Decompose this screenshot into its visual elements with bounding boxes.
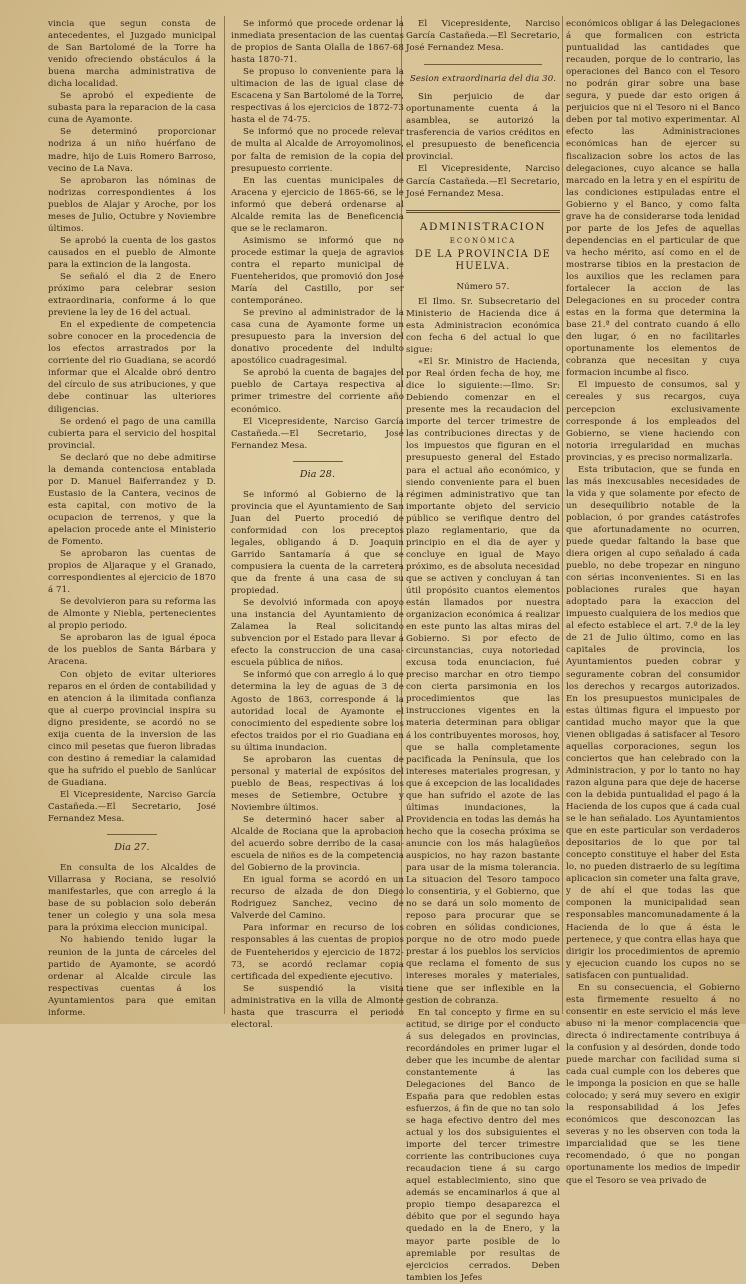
section-date-heading: Dia 28. [231, 461, 404, 481]
paragraph: En consulta de los Alcaldes de Villarrasa y Rociana, se resolvió manifestarles, que con arreglo á la base de su poblacion solo deberán tener un colegio y una sola mesa para la próxima eleccion municipal. [48, 863, 216, 934]
paragraph: Se declaró que no debe admitirse la demanda contenciosa entablada por D. Manuel Baiferrandez y D. Eustasio de la Cantera, vecinos de esta capital, con motivo de la ocupacion de terrenos, y que la apelacion procede ante el Ministerio de Fomento. [48, 452, 216, 548]
paragraph: Se ordenó el pago de una camilla cubierta para el servicio del hospital provincial. [48, 416, 216, 451]
paragraph: Sin perjuicio de dar oportunamente cuenta á la asamblea, se autorizó la trasferencia de varios créditos en el presupuesto de beneficencia provincial. [406, 92, 560, 163]
section-subtitle: ECONÓMICA [449, 236, 517, 245]
paragraph: Se aprobaron las de igual época de los pueblos de Santa Bárbara y Aracena. [48, 633, 216, 668]
paragraph: Con objeto de evitar ulteriores reparos en el órden de contabilidad y en atencion á la ilimitada confianza que al cuerpo provincial inspira su digno presidente, se acordó no se exija cuenta de la inversion de las cinco mil pesetas que fueron libradas con destino á remediar la calamidad que ha sufrido el pueblo de Sanlúcar de Guadiana. [48, 669, 216, 788]
paragraph: Esta tributacion, que se funda en las más inexcusables necesidades de la vida y que solamente por efecto de un desequilibrio notable de la poblacion, ó por grandes catástrofes que afortunadamente no ocurren, puede quedar faltando la base que diera origen al cupo señalado á cada pueblo, no debe tropezar en ninguno con sérias inconvenientes. Si en las poblaciones rurales que hayan adoptado para la exaccion del impuesto cualquiera de los medios que al efecto establece el art. 7.º de la ley de 21 de Julio último, como en las capitales de provincia, los Ayuntamientos pueden cobrar y seguramente cobran del consumidor los derechos y recargos autorizados. En los presupuestos municipales de estas últimas figura el impuesto por cantidad mucho mayor que la que vienen obligadas á satisfacer al Tesoro aquellas corporaciones, segun los conciertos que han celebrado con la Administracion, y por lo tanto no hay razon alguna para que deje de hacerse con la debida puntualidad el pago á la Hacienda de los cupos que á cada cual se le han señalado. Los Ayuntamientos que en este particular son verdaderos depositarios de lo que por tal concepto constituye el haber del Esta lo, no pueden distraerlo de su legítima aplicacion sin cometer una falta grave, y de ahí el que todas las que componen la municipalidad sean responsables mancomunadamente á la Hacienda de lo que á ésta le pertenece, y que contra ellas haya que dirigir los procedimientos de apremio y ejecucion cuando los cupos no se satisfacen con puntualidad. [566, 464, 740, 981]
paragraph: El Ilmo. Sr. Subsecretario del Ministerio de Hacienda dice á esta Administracion económica con fecha 6 del actual lo que sigue: [406, 296, 560, 356]
paragraph: Se previno al administrador de la casa cuna de Ayamonte forme un presupuesto para la inversion del donativo procedente del indulto apostólico cuadragesimal. [231, 308, 404, 367]
section-title: ADMINISTRACION [419, 220, 547, 233]
paragraph: Se determinó proporcionar nodriza á un niño huérfano de madre, hijo de Luis Romero Barroso, vecino de La Nava. [48, 127, 216, 174]
divider [424, 64, 542, 65]
section-date-heading: Dia 27. [48, 834, 216, 854]
paragraph: Se informó al Gobierno de la provincia que el Ayuntamiento de San Juan del Puerto procedió de conformidad con los preceptos legales, obligando á D. Joaquin Garrido Santamaría á que se compusiera la cuenta de la carretera que da frente á una casa de su propiedad. [231, 489, 404, 597]
paragraph: Asimismo se informó que no procede estimar la queja de agravios contra el reparto municipal de Fuenteheridos, que promovió don José María del Castillo, por ser contemporáneo. [231, 235, 404, 307]
paragraph: Se determinó hacer saber al Alcalde de Rociana que la aprobacion del acuerdo sobre derribo de la casa-escuela de niños es de la competencia del Gobierno de la provincia. [231, 815, 404, 874]
signature: El Vicepresidente, Narciso García Castañeda.—El Secretario, José Fernandez Mesa. [231, 416, 404, 451]
column-divider [224, 16, 225, 1014]
paragraph: En las cuentas municipales de Aracena y ejercicio de 1865-66, se le informó que deberá ordenarse al Alcalde remita las de Beneficencia que se le reclamaron. [231, 175, 404, 234]
paragraph: vincia que segun consta de antecedentes, el Juzgado municipal de San Bartolomé de la Torre ha venido ofreciendo obstáculos á la buena marcha administrativa de dicha localidad. [48, 19, 216, 90]
paragraph: Se aprobaron las nóminas de nodrizas correspondientes á los pueblos de Alajar y Aroche, por los meses de Julio, Octubre y Noviembre últimos. [48, 175, 216, 234]
paragraph: Se señaló el dia 2 de Enero próximo para celebrar sesion extraordinaria, conforme á lo que previene la ley de 16 del actual. [48, 271, 216, 319]
paragraph: Para informar en recurso de los responsables á las cuentas de propios de Fuenteheridos y ejercicio de 1872-73, se acordó reclamar copia certificada del expediente ejecutivo. [231, 923, 404, 982]
column-1 [48, 18, 216, 1018]
column-divider [562, 16, 563, 1014]
paragraph: Se devolvieron para su reforma las de Almonte y Niebla, pertenecientes al propio periodo. [48, 597, 216, 632]
paragraph: Se devolvió informada con apoyo una instancia del Ayuntamiento de Zalamea la Real solicitando subvencion por el Estado para llevar á efecto la construccion de una casa-escuela pública de niños. [231, 598, 404, 669]
paragraph: Se aprobaron las cuentas de propios de Aljaraque y el Granado, correspondientes al ejercicio de 1870 á 71. [48, 549, 216, 596]
paragraph: Se informó que no procede relevar de multa al Alcalde de Arroyomolinos, por falta de remision de la copia del presupuesto corriente. [231, 127, 404, 174]
paragraph: No habiendo tenido lugar la reunion de la junta de cárceles del partido de Ayamonte, se acordó ordenar al Alcalde circule las respectivas cuentas á los Ayuntamientos para que emitan informe. [48, 935, 216, 1018]
signature: El Vicepresidente, Narciso García Castañeda.—El Secretario, José Fernandez Mesa. [406, 164, 560, 199]
paragraph: Se aprobó el expediente de subasta para la reparacion de la casa cuna de Ayamonte. [48, 91, 216, 126]
column-2 [231, 18, 404, 1030]
paragraph: Se informó que con arreglo á lo que determina la ley de aguas de 3 de Agosto de 1863, corresponde á la autoridad local de Ayamonte el conocimiento del espediente sobre los efectos traidos por el rio Guadiana en su última inundacion. [231, 670, 404, 753]
document-number: Número 57. [456, 281, 510, 292]
paragraph: Se suspendió la visita administrativa en la villa de Almonte hasta que trascurra el periodo electoral. [231, 983, 404, 1030]
column-4 [566, 18, 740, 1186]
paragraph: El impuesto de consumos, sal y cereales y sus recargos, cuya percepcion exclusivamente corresponde á los empleados del Gobierno, se viene haciendo con notoria irregularidad en muchas provincias, y es preciso normalizarla. [566, 380, 740, 463]
paragraph: En su consecuencia, el Gobierno esta firmemente resuelto á no consentir en este servicio el más leve abuso ni la menor complacencia que directa ó indirectamente contribuya á la confusion y al desórden, donde todo puede marchar con facilidad suma si cada cual cumple con los deberes que le imponga la posicion en que se halle colocado; y será muy severo en exigir la responsabilidad á los Jefes económicos que desconozcan las severas y no les observen con toda la imparcialidad que se les tiene recomendado, ó que no pongan oportunamente los medios de impedir que el Tesoro se vea privado de [566, 982, 740, 1186]
section-divider [406, 210, 560, 213]
column-3 [406, 18, 560, 1283]
paragraph: económicos obligar á las Delegaciones á que formalicen con estricta puntualidad las cantidades que recauden, porque de lo contrario, las operaciones del Banco con el Tesoro no podrán girar sobre una base segura, y puede dar esto origen á perjuicios que ni el Tesoro ni el Banco deben por tal motivo experimentar. Al efecto las Administraciones económicas han de ejercer su fiscalizacion sobre los actos de las delegaciones, cuyo alcance se halla marcado en la letra y en el espíritu de las condiciones estipuladas entre el Gobierno y el Banco, y como falta grave ha de considerarse toda lenidad por parte de los Jefes de aquellas dependencias en el particular de que va hecho mérito, así como en el de mostrarse tibios en la prestacion de los auxilios que les reclamen para fortalecer la accion de las Delegaciones en su proceder contra estas en la forma que determina la base 21.ª del contrato cuando á ello den lugar, ó en no facilitarles oportunamente los elementos de cobranza que necesitan y cuya formacion incumbe al fisco. [566, 19, 740, 379]
signature: El Vicepresidente, Narciso García Castañeda.—El Secretario, José Fernandez Mesa. [48, 790, 216, 825]
paragraph: En el expediente de competencia sobre conocer en la procedencia de los efectos arrastrados por la corriente del rio Guadiana, se acordó informar que el Alcalde obró dentro del círculo de sus atribuciones, y que debe continuar las ulteriores diligencias. [48, 320, 216, 415]
paragraph: Se aprobó la cuenta de los gastos causados en el pueblo de Almonte para la extincion de la langosta. [48, 235, 216, 270]
paragraph: En tal concepto y firme en su actitud, se dirige por el conducto á sus delegados en provincias, recordándoles en primer lugar el deber que les incumbe de alentar constantemente á las Delegaciones del Banco de España para que redoblen estas esfuerzos, á fin de que no tan solo se haga efectivo dentro del mes actual y los dos subsiguientes el importe del tercer trimestre corriente las contribuciones cuya recaudacion tiene á su cargo aquel establecimiento, sino que además se encaminarlos á que al propio tiempo desaparezca el débito que por el segundo haya quedado en la de Enero, y la mayor parte posible de lo apremiable por resultas de ejercicios cerrados. Deben tambien los Jefes [406, 1007, 560, 1283]
paragraph: «El Sr. Ministro de Hacienda, por Real órden fecha de hoy, me dice lo siguiente:—Ilmo. Sr: Debiendo comenzar en el presente mes la recaudacion del importe del tercer trimestre de las contribuciones directas y de los impuestos que figuran en el presupuesto general del Estado para el actual año económico, y siendo conveniente para el buen régimen administrativo que tan importante objeto del servicio público se verifique dentro del plazo reglamentario, que da principio en el dia de ayer y concluye en igual de Mayo próximo, es de absoluta necesidad que se activen y concluyan á tan útil propósito cuantos elementos están llamados por nuestra organizacion económica á realizar en este punto las altas miras del Gobierno. Si por efecto de circunstancias, cuya notoriedad excusa toda enunciacion, fué preciso marchar en otro tiempo con cierta parsimonia en los procedimientos que las instrucciones vigentes en la materia determinan para obligar á los contribuyentes morosos, hoy, que se halla completamente pacificada la Península, que los intereses materiales progresan, y que á excepcion de las localidades que han sufrido el azote de las últimas inundaciones, la Providencia en todas las demás ha hecho que la cosecha próxima se anuncie con los más halagüeños auspicios, no hay razon bastante para usar de la misma tolerancia. La situacion del Tesoro tampoco lo consentiria, y el Gobierno, que no se dará un solo momento de reposo para procurar que se cobren en sólidas condiciones, porque no de otro modo puede prestar á los pueblos los servicios que reclama el fomento de sus intereses morales y materiales, tiene que ser inflexible en la gestion de cobranza. [406, 357, 560, 1006]
paragraph: Se aprobó la cuenta de bagajes del pueblo de Cartaya respectiva al primer trimestre del corriente año económico. [231, 368, 404, 415]
paragraph: Se informó que procede ordenar la inmediata presentacion de las cuentas de propios de Santa Olalla de 1867-68 hasta 1870-71. [231, 19, 404, 66]
paragraph: Se propuso lo conveniente para la ultimacion de las de igual clase de Escacena y San Bartolomé de la Torre, respectivas á los ejercicios de 1872-73 hasta el de 74-75. [231, 67, 404, 126]
paragraph: En igual forma se acordó en un recurso de alzada de don Diego Rodriguez Sanchez, vecino de Valverde del Camino. [231, 875, 404, 922]
section-province: DE LA PROVINCIA DE HUELVA. [414, 248, 552, 272]
session-heading: Sesion extraordinaria del dia 30. [409, 74, 557, 85]
signature: El Vicepresidente, Narciso García Castañeda.—El Secretario, José Fernandez Mesa. [406, 19, 560, 54]
paragraph: Se aprobaron las cuentas de personal y material de expósitos del pueblo de Beas, respectivas á los meses de Setiembre, Octubre y Noviembre últimos. [231, 754, 404, 813]
